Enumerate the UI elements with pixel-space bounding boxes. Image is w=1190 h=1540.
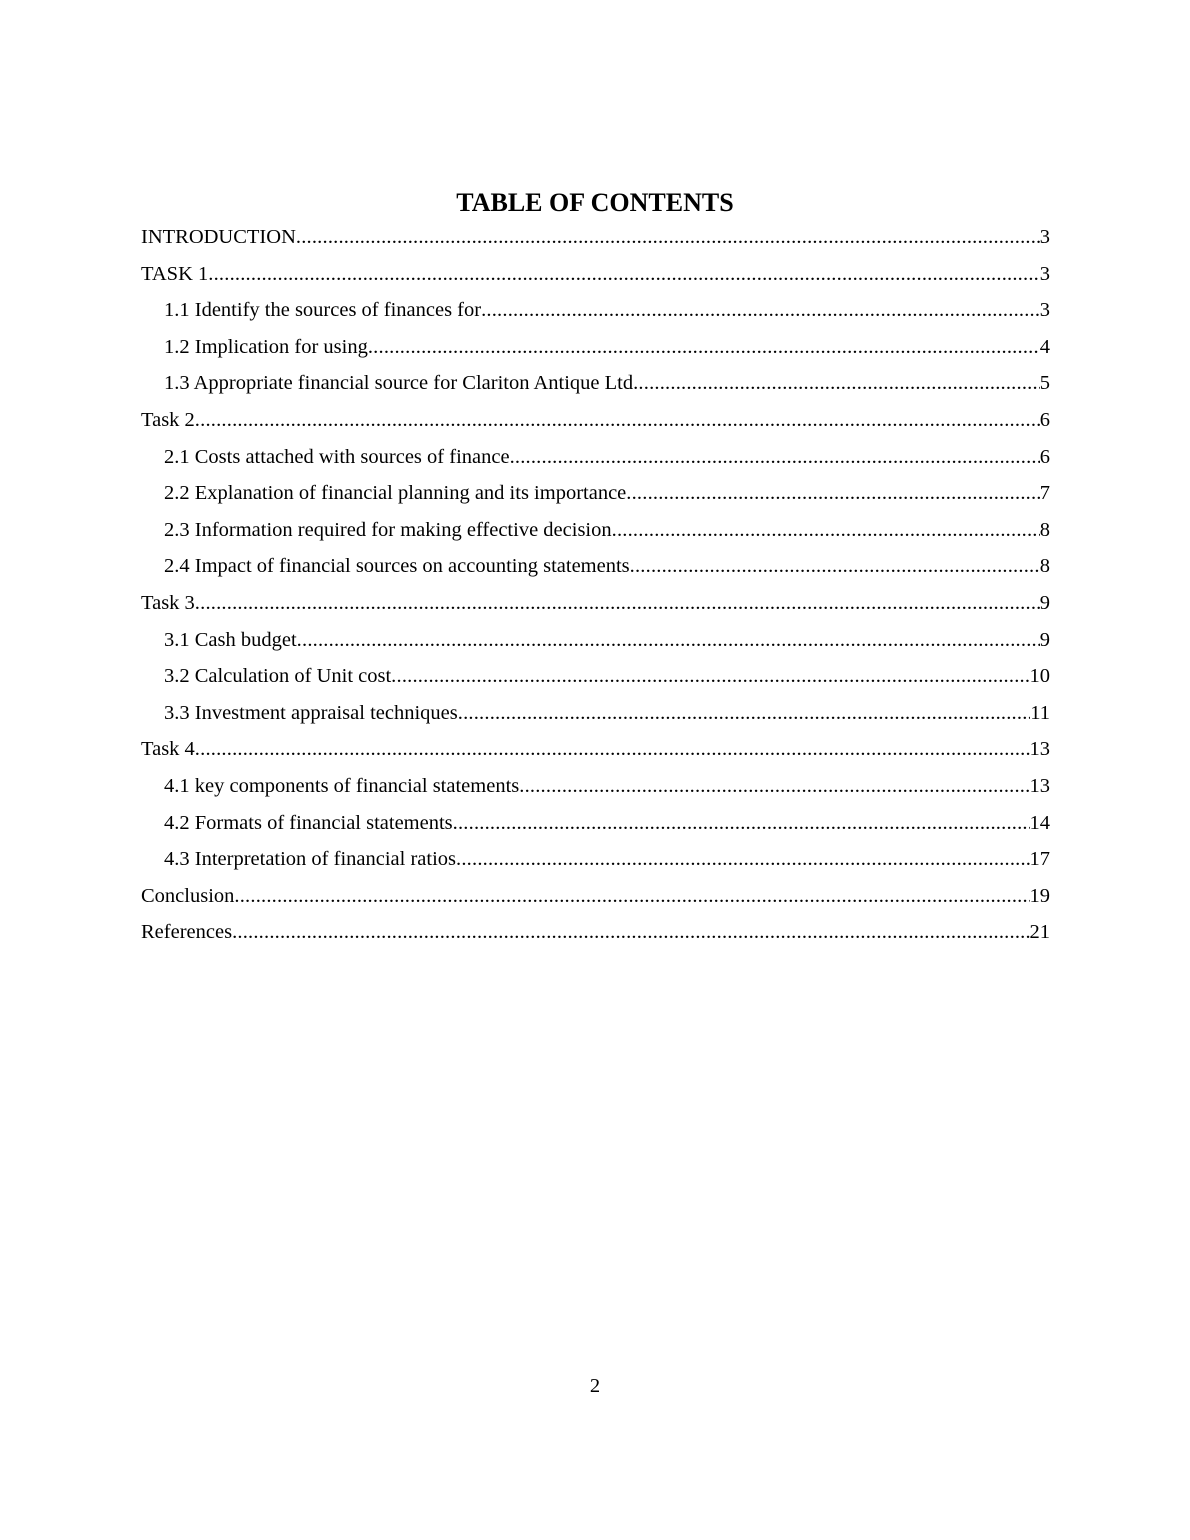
table-of-contents xyxy=(141,219,1050,951)
toc-entry[interactable] xyxy=(141,805,1050,842)
page-number: 2 xyxy=(589,1375,601,1397)
toc-entry[interactable] xyxy=(141,365,1050,402)
toc-entry-title: Conclusion xyxy=(141,884,235,907)
toc-entry[interactable] xyxy=(141,219,1050,256)
toc-entry-page: 4 xyxy=(1039,335,1050,358)
toc-dot-leader xyxy=(519,768,1029,805)
toc-entry[interactable] xyxy=(141,329,1050,366)
toc-entry[interactable] xyxy=(141,512,1050,549)
toc-entry-title: 2.1 Costs attached with sources of finance xyxy=(164,445,510,468)
toc-entry-page: 5 xyxy=(1039,372,1050,395)
toc-entry-title: Task 3 xyxy=(141,591,195,614)
toc-dot-leader xyxy=(630,548,1040,585)
toc-entry-title: 1.3 Appropriate financial source for Clariton Antique Ltd xyxy=(164,372,634,395)
toc-entry[interactable] xyxy=(141,841,1050,878)
toc-entry-title: 2.3 Information required for making effective decision xyxy=(164,518,612,541)
toc-entry-page: 8 xyxy=(1039,518,1050,541)
toc-entry-page: 3 xyxy=(1039,262,1050,285)
toc-entry[interactable] xyxy=(141,658,1050,695)
toc-entry-title: 2.4 Impact of financial sources on accounting statements xyxy=(164,555,630,578)
toc-entry[interactable] xyxy=(141,768,1050,805)
toc-entry-title: 3.3 Investment appraisal techniques xyxy=(164,701,458,724)
toc-dot-leader xyxy=(626,475,1039,512)
toc-entry-title: Task 4 xyxy=(141,738,195,761)
toc-entry[interactable] xyxy=(141,878,1050,915)
toc-entry-title: TASK 1 xyxy=(141,262,209,285)
toc-entry-page: 6 xyxy=(1039,408,1050,431)
toc-dot-leader xyxy=(481,292,1040,329)
toc-dot-leader xyxy=(234,878,1029,915)
toc-entry-page: 13 xyxy=(1029,774,1050,797)
toc-entry[interactable] xyxy=(141,256,1050,293)
toc-entry-page: 9 xyxy=(1039,591,1050,614)
toc-entry[interactable] xyxy=(141,475,1050,512)
toc-entry-page: 19 xyxy=(1029,884,1050,907)
toc-entry[interactable] xyxy=(141,731,1050,768)
toc-entry-title: 3.1 Cash budget xyxy=(164,628,297,651)
toc-entry[interactable] xyxy=(141,695,1050,732)
toc-entry-title: 4.1 key components of financial statements xyxy=(164,774,520,797)
toc-entry[interactable] xyxy=(141,439,1050,476)
toc-entry-title: 4.3 Interpretation of financial ratios xyxy=(164,848,457,871)
toc-entry-title: INTRODUCTION xyxy=(141,226,296,248)
toc-entry[interactable] xyxy=(141,622,1050,659)
toc-dot-leader xyxy=(232,914,1029,951)
toc-entry[interactable] xyxy=(141,292,1050,329)
toc-dot-leader xyxy=(208,256,1039,293)
toc-entry-page: 14 xyxy=(1029,811,1050,834)
toc-entry-page: 3 xyxy=(1039,226,1050,248)
toc-dot-leader xyxy=(453,805,1030,842)
toc-dot-leader xyxy=(296,219,1040,256)
toc-dot-leader xyxy=(368,329,1040,366)
page-title: TABLE OF CONTENTS xyxy=(456,188,734,217)
toc-dot-leader xyxy=(195,585,1040,622)
toc-entry-page: 10 xyxy=(1029,665,1050,688)
toc-dot-leader xyxy=(456,841,1029,878)
toc-entry[interactable] xyxy=(141,585,1050,622)
toc-entry-page: 3 xyxy=(1039,299,1050,322)
toc-dot-leader xyxy=(458,695,1031,732)
toc-dot-leader xyxy=(297,622,1040,659)
toc-entry-title: 4.2 Formats of financial statements xyxy=(164,811,453,834)
toc-entry-page: 11 xyxy=(1030,701,1050,724)
toc-entry-title: 2.2 Explanation of financial planning and its importance xyxy=(164,482,627,505)
toc-dot-leader xyxy=(391,658,1029,695)
toc-entry[interactable] xyxy=(141,914,1050,951)
toc-entry[interactable] xyxy=(141,402,1050,439)
toc-entry-title: 3.2 Calculation of Unit cost xyxy=(164,665,392,688)
toc-entry-title: References xyxy=(141,921,233,944)
toc-entry-title: 1.2 Implication for using xyxy=(164,335,368,358)
toc-dot-leader xyxy=(195,731,1030,768)
toc-entry-page: 21 xyxy=(1029,921,1050,944)
toc-entry-page: 13 xyxy=(1029,738,1050,761)
toc-dot-leader xyxy=(195,402,1040,439)
toc-entry-title: 1.1 Identify the sources of finances for xyxy=(164,299,482,322)
toc-entry-page: 7 xyxy=(1039,482,1050,505)
toc-dot-leader xyxy=(612,512,1040,549)
toc-entry-page: 9 xyxy=(1039,628,1050,651)
toc-dot-leader xyxy=(633,365,1040,402)
toc-entry-page: 17 xyxy=(1029,848,1050,871)
toc-entry-title: Task 2 xyxy=(141,408,195,431)
toc-entry-page: 8 xyxy=(1039,555,1050,578)
toc-dot-leader xyxy=(510,439,1040,476)
toc-entry[interactable] xyxy=(141,548,1050,585)
toc-entry-page: 6 xyxy=(1039,445,1050,468)
